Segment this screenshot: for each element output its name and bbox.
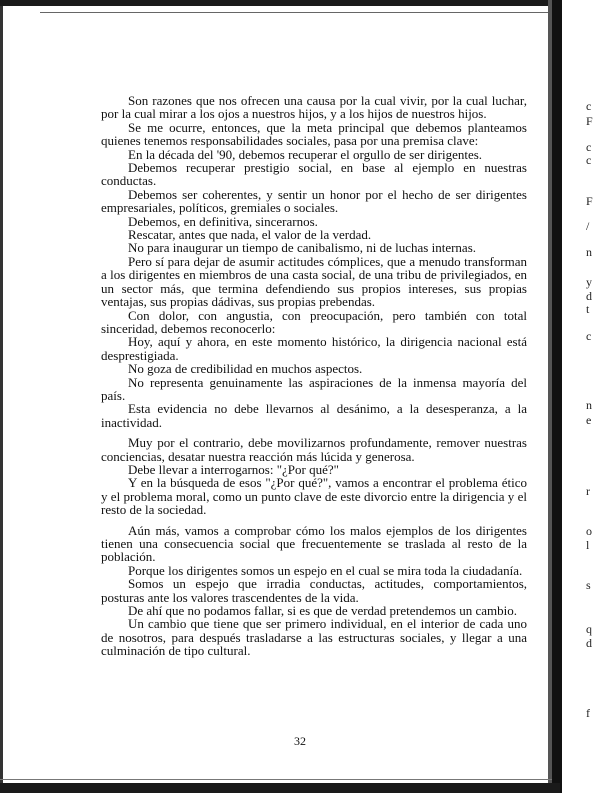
paragraph: No goza de credibilidad en muchos aspectos. [128,361,363,377]
facing-fragment: o [586,524,592,538]
paragraph: Debe llevar a interrogarnos: "¿Por qué?" [128,461,339,477]
paragraph: Debemos recuperar prestigio social, en base al ejemplo en nuestras conductas. [101,160,527,189]
facing-fragment: c [586,99,592,113]
facing-fragment: n [586,245,592,259]
page-bottom-rule [0,779,552,780]
paragraph: Un cambio que tiene que ser primero individual, en el interior de cada uno de nosotros, para después trasladarse a las estructuras sociales, y llegar a una culminación de tipo cultural. [101,616,527,659]
paragraph: Esta evidencia no debe llevarnos al desánimo, a la desesperanza, a la inactividad. [101,401,527,430]
facing-fragment: c [586,140,592,154]
page-number: 32 [294,734,306,748]
facing-fragment: e [586,413,592,427]
paragraph: Hoy, aquí y ahora, en este momento histórico, la dirigencia nacional está desprestigiada. [101,334,527,363]
facing-fragment: d [586,289,592,303]
page-left-shadow [0,0,3,793]
facing-fragment: t [586,302,590,316]
facing-fragment: d [586,636,592,650]
paragraph: Se me ocurre, entonces, que la meta principal que debemos planteamos quienes tenemos responsabilidades sociales, pasa por una premisa clave: [101,119,527,149]
facing-fragment: f [586,706,590,720]
facing-fragment: F [586,194,593,208]
paragraph: Debemos, en definitiva, sincerarnos. [128,213,318,229]
facing-fragment: s [586,578,591,592]
facing-fragment: r [586,484,590,498]
book-spine [552,0,562,793]
paragraph: Debemos ser coherentes, y sentir un honor por el hecho de ser dirigentes empresariales, políticos, gremiales o sociales. [101,186,527,216]
facing-fragment: c [586,153,592,167]
paragraph: No para inaugurar un tiempo de canibalismo, ni de luchas internas. [128,240,477,256]
page-top-rule [40,12,550,13]
facing-fragment: F [586,114,593,128]
facing-fragment: q [586,622,592,636]
paragraph: Muy por el contrario, debe movilizarnos profundamente, remover nuestras conciencias, desatar nuestra reacción más lúcida y generosa. [101,435,527,464]
facing-fragment: n [586,398,592,412]
facing-fragment: / [586,219,590,233]
paragraph: Son razones que nos ofrecen una causa por la cual vivir, por la cual luchar, por la cual mirar a los ojos a nuestros hijos, y a los hijos de nuestros hijos. [101,93,527,122]
facing-fragment: c [586,329,592,343]
paragraph: Somos un espejo que irradia conductas, actitudes, comportamientos, posturas ante los valores trascendentes de la vida. [101,576,527,605]
page-top-shadow [0,0,560,6]
paragraph: De ahí que no podamos fallar, si es que de verdad pretendemos un cambio. [128,603,517,619]
facing-fragment: l [586,538,590,552]
facing-page-fragments [586,0,600,793]
facing-fragment: y [586,275,592,289]
paragraph: Porque los dirigentes somos un espejo en el cual se mira toda la ciudadanía. [128,562,523,578]
paragraph: Aún más, vamos a comprobar cómo los malos ejemplos de los dirigentes tienen una consecuencia social que frecuentemente se traslada al resto de la población. [101,522,527,565]
paragraph: En la década del '90, debemos recuperar el orgullo de ser dirigentes. [128,146,483,162]
paragraph: Pero sí para dejar de asumir actitudes cómplices, que a menudo transforman a los dirigentes en miembros de una casta social, de una tribu de privilegiados, en un sector más, que termina defendiendo sus propios intereses, sus propias ventajas, sus propias dádivas, sus propias prebendas. [101,253,527,310]
page-bottom-shadow [0,783,560,793]
body-text [101,94,527,658]
paragraph: Y en la búsqueda de esos "¿Por qué?", vamos a encontrar el problema ético y el problema moral, como un punto clave de este divorcio entre la dirigencia y el resto de la sociedad. [101,475,527,518]
paragraph: Rescatar, antes que nada, el valor de la verdad. [128,227,372,243]
paragraph: No representa genuinamente las aspiraciones de la inmensa mayoría del país. [101,374,527,403]
paragraph: Con dolor, con angustia, con preocupación, pero también con total sinceridad, debemos reconocerlo: [101,307,527,336]
